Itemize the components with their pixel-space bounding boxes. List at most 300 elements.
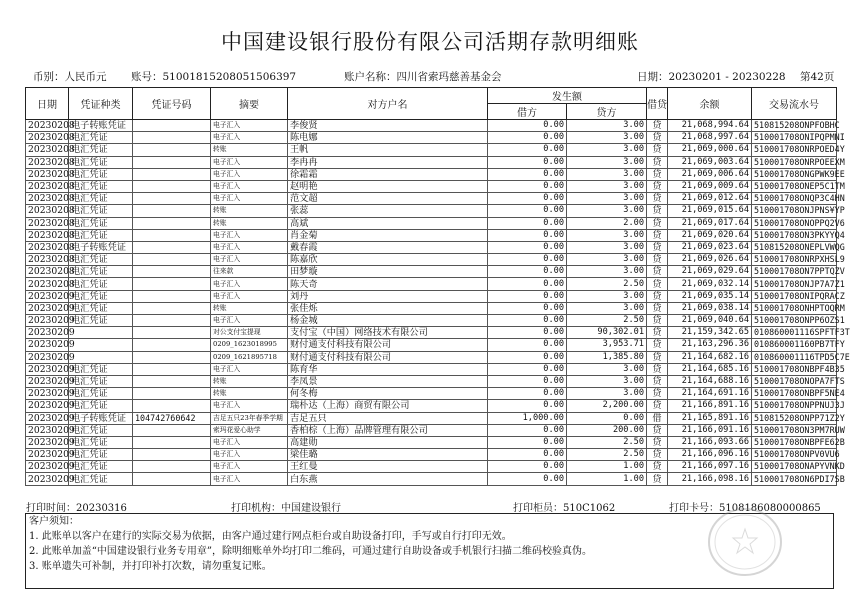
table-row — [26, 302, 837, 314]
row-serial: 510001708ONBPF4B35 — [752, 363, 837, 375]
row-voucher-no — [133, 120, 211, 132]
header-credit: 贷方 — [567, 104, 647, 120]
table-row — [26, 339, 837, 351]
row-date: 20230208 — [26, 168, 69, 180]
table-row — [26, 449, 837, 461]
row-date: 20230209 — [26, 449, 69, 461]
table-row — [26, 412, 837, 424]
statement-table — [25, 87, 850, 486]
row-counterparty: 陈天奇 — [288, 278, 488, 290]
row-counterparty: 高斌 — [288, 217, 488, 229]
notes-item: 1. 此账单以客户在建行的实际交易为依据，由客户通过建行网点柜台或自助设备打印，手写或自行打印无效。 — [29, 531, 512, 542]
row-balance: 21,166,098.16 — [668, 473, 752, 485]
row-dc: 贷 — [647, 156, 668, 168]
row-counterparty: 李冉冉 — [288, 156, 488, 168]
row-voucher-type: 电汇凭证 — [69, 302, 133, 314]
row-date: 20230209 — [26, 363, 69, 375]
table-row — [26, 132, 837, 144]
row-debit: 0.00 — [488, 302, 567, 314]
account-number: 账号：51001815208051506397 — [131, 71, 297, 83]
row-balance: 21,069,017.64 — [668, 217, 752, 229]
row-voucher-type: 电汇凭证 — [69, 400, 133, 412]
row-voucher-type: 电汇凭证 — [69, 461, 133, 473]
row-date: 20230208 — [26, 193, 69, 205]
header-date: 日期 — [26, 88, 69, 120]
row-serial: 510001708ONEP5C1TM — [752, 180, 837, 192]
table-row — [26, 120, 837, 132]
row-voucher-type: 电汇凭证 — [69, 473, 133, 485]
row-debit: 0.00 — [488, 278, 567, 290]
table-row — [26, 168, 837, 180]
header-summary: 摘要 — [211, 88, 288, 120]
row-debit: 0.00 — [488, 400, 567, 412]
row-counterparty: 支付宝（中国）网络技术有限公司 — [288, 327, 488, 339]
row-voucher-type: 电汇凭证 — [69, 315, 133, 327]
table-row — [26, 327, 837, 339]
row-summary: 电子汇入 — [211, 168, 288, 180]
row-serial: 510001708ONPV0VU6 — [752, 449, 837, 461]
row-summary: 电子汇入 — [211, 290, 288, 302]
row-debit: 0.00 — [488, 144, 567, 156]
row-voucher-type: 电汇凭证 — [69, 144, 133, 156]
row-counterparty: 财付通支付科技有限公司 — [288, 339, 488, 351]
row-balance: 21,068,997.64 — [668, 132, 752, 144]
row-debit: 0.00 — [488, 168, 567, 180]
row-voucher-type: 电汇凭证 — [69, 436, 133, 448]
row-balance: 21,069,029.64 — [668, 266, 752, 278]
table-row — [26, 375, 837, 387]
row-dc: 贷 — [647, 424, 668, 436]
row-balance: 21,159,342.65 — [668, 327, 752, 339]
row-voucher-no — [133, 193, 211, 205]
row-dc: 贷 — [647, 193, 668, 205]
row-summary: 电子汇入 — [211, 278, 288, 290]
row-credit: 1.00 — [567, 461, 647, 473]
row-balance: 21,068,994.64 — [668, 120, 752, 132]
row-credit: 3.00 — [567, 302, 647, 314]
row-dc: 贷 — [647, 168, 668, 180]
row-summary: 电子汇入 — [211, 363, 288, 375]
row-balance: 21,069,020.64 — [668, 229, 752, 241]
table-row — [26, 473, 837, 485]
row-voucher-type: 电汇凭证 — [69, 266, 133, 278]
notes-heading: 客户须知： — [29, 516, 79, 527]
row-balance: 21,069,032.14 — [668, 278, 752, 290]
row-date: 20230208 — [26, 120, 69, 132]
table-row — [26, 144, 837, 156]
row-serial: 510001708ONJP7A7Z1 — [752, 278, 837, 290]
row-dc: 贷 — [647, 351, 668, 363]
row-counterparty: 梁佳璐 — [288, 449, 488, 461]
row-date: 20230209 — [26, 461, 69, 473]
row-date: 20230209 — [26, 351, 69, 363]
row-balance: 21,166,093.66 — [668, 436, 752, 448]
row-voucher-no — [133, 290, 211, 302]
row-serial: 510001708ONRPOEEXM — [752, 156, 837, 168]
row-credit: 3.00 — [567, 266, 647, 278]
row-debit: 0.00 — [488, 363, 567, 375]
row-voucher-no — [133, 217, 211, 229]
row-serial: 510001708ONJPNS¥YP — [752, 205, 837, 217]
row-counterparty: 戴春霞 — [288, 241, 488, 253]
row-serial: 510001708ONPP6OZS1 — [752, 315, 837, 327]
header-debit: 借方 — [488, 104, 567, 120]
row-serial: 510815208ONPP71Z2Y — [752, 412, 837, 424]
row-counterparty: 瑞朴达（上海）商贸有限公司 — [288, 400, 488, 412]
row-serial: 510001708ONGPWK9EE — [752, 168, 837, 180]
row-debit: 0.00 — [488, 229, 567, 241]
row-voucher-type: 电汇凭证 — [69, 254, 133, 266]
row-voucher-no — [133, 424, 211, 436]
row-summary: 电子汇入 — [211, 461, 288, 473]
table-row — [26, 315, 837, 327]
row-voucher-no — [133, 168, 211, 180]
table-row — [26, 461, 837, 473]
row-summary: 0209_1623018995 — [211, 339, 288, 351]
row-balance: 21,069,035.14 — [668, 290, 752, 302]
row-counterparty: 赵明艳 — [288, 180, 488, 192]
row-credit: 3.00 — [567, 205, 647, 217]
row-debit: 0.00 — [488, 327, 567, 339]
row-voucher-type — [69, 339, 133, 351]
row-credit: 3.00 — [567, 363, 647, 375]
header-serial: 交易流水号 — [752, 88, 837, 120]
row-serial: 510001708ONIPQPMNI — [752, 132, 837, 144]
table-row — [26, 229, 837, 241]
row-dc: 贷 — [647, 254, 668, 266]
row-debit: 0.00 — [488, 436, 567, 448]
row-counterparty: 何冬梅 — [288, 388, 488, 400]
date-range: 日期：20230201 - 20230228 — [637, 71, 786, 83]
row-summary: 电子汇入 — [211, 473, 288, 485]
header-debit-credit: 借贷 — [647, 88, 668, 120]
row-summary: 电子汇入 — [211, 180, 288, 192]
row-serial: 510001708ONBPF5NE4 — [752, 388, 837, 400]
row-voucher-type: 电汇凭证 — [69, 217, 133, 229]
currency-label: 币别：人民币元 — [33, 71, 107, 83]
row-voucher-type: 电汇凭证 — [69, 363, 133, 375]
row-voucher-no — [133, 144, 211, 156]
row-counterparty: 财付通支付科技有限公司 — [288, 351, 488, 363]
row-dc: 贷 — [647, 461, 668, 473]
table-row — [26, 156, 837, 168]
print-date: 打印时间：20230316 — [26, 503, 127, 514]
row-voucher-no — [133, 351, 211, 363]
row-date: 20230208 — [26, 254, 69, 266]
row-balance: 21,069,009.64 — [668, 180, 752, 192]
print-card: 打印卡号：5108186080000865 — [669, 503, 821, 514]
row-summary: 电子汇入 — [211, 241, 288, 253]
row-date: 20230209 — [26, 327, 69, 339]
row-voucher-type: 电汇凭证 — [69, 193, 133, 205]
row-voucher-type: 电子转账凭证 — [69, 241, 133, 253]
row-credit: 2.50 — [567, 436, 647, 448]
row-voucher-no — [133, 132, 211, 144]
row-dc: 借 — [647, 412, 668, 424]
row-balance: 21,166,097.16 — [668, 461, 752, 473]
row-balance: 21,069,003.64 — [668, 156, 752, 168]
row-voucher-no — [133, 229, 211, 241]
row-voucher-no — [133, 180, 211, 192]
row-summary: 电子汇入 — [211, 449, 288, 461]
row-credit: 3.00 — [567, 290, 647, 302]
row-debit: 0.00 — [488, 205, 567, 217]
row-summary: 转账 — [211, 388, 288, 400]
row-credit: 3.00 — [567, 229, 647, 241]
row-counterparty: 陈电娜 — [288, 132, 488, 144]
row-debit: 0.00 — [488, 449, 567, 461]
row-counterparty: 李俊贤 — [288, 120, 488, 132]
row-dc: 贷 — [647, 315, 668, 327]
row-date: 20230208 — [26, 180, 69, 192]
row-credit: 3.00 — [567, 144, 647, 156]
row-serial: 510001708ONAPYVNKD — [752, 461, 837, 473]
row-voucher-type — [69, 327, 133, 339]
row-debit: 0.00 — [488, 375, 567, 387]
header-amount: 发生额 — [488, 88, 647, 104]
row-summary: 电子汇入 — [211, 156, 288, 168]
row-date: 20230209 — [26, 473, 69, 485]
row-voucher-type: 电子转账凭证 — [69, 412, 133, 424]
row-counterparty: 肖金菊 — [288, 229, 488, 241]
row-debit: 0.00 — [488, 241, 567, 253]
row-serial: 510001708ON3PKYYQ4 — [752, 229, 837, 241]
row-debit: 0.00 — [488, 388, 567, 400]
row-balance: 21,069,015.64 — [668, 205, 752, 217]
row-summary: 电子汇入 — [211, 400, 288, 412]
row-summary: 转账 — [211, 375, 288, 387]
row-counterparty: 田梦璇 — [288, 266, 488, 278]
row-serial: 510815208ONPFOBHC — [752, 120, 837, 132]
row-counterparty: 香柏棕（上海）品牌管理有限公司 — [288, 424, 488, 436]
row-credit: 3.00 — [567, 168, 647, 180]
row-balance: 21,164,682.16 — [668, 351, 752, 363]
row-voucher-type: 电汇凭证 — [69, 424, 133, 436]
row-credit: 3.00 — [567, 156, 647, 168]
row-balance: 21,166,096.16 — [668, 449, 752, 461]
notes-item: 3. 账单遗失可补制，并打印补打次数，请勿重复记账。 — [29, 561, 272, 572]
row-balance: 21,069,038.14 — [668, 302, 752, 314]
row-voucher-no — [133, 449, 211, 461]
table-row — [26, 205, 837, 217]
row-dc: 贷 — [647, 449, 668, 461]
row-date: 20230209 — [26, 424, 69, 436]
table-row — [26, 290, 837, 302]
row-voucher-no — [133, 278, 211, 290]
row-voucher-no — [133, 400, 211, 412]
row-debit: 0.00 — [488, 290, 567, 302]
row-counterparty: 王帆 — [288, 144, 488, 156]
row-counterparty: 张佳烁 — [288, 302, 488, 314]
print-teller: 打印柜员：510C1062 — [513, 503, 616, 514]
page-number: 第42页 — [800, 71, 835, 83]
row-voucher-no — [133, 461, 211, 473]
row-voucher-no — [133, 436, 211, 448]
row-credit: 0.00 — [567, 412, 647, 424]
bank-seal-stamp — [705, 505, 785, 580]
row-dc: 贷 — [647, 327, 668, 339]
row-voucher-type: 电汇凭证 — [69, 388, 133, 400]
table-row — [26, 400, 837, 412]
row-balance: 21,164,688.16 — [668, 375, 752, 387]
row-date: 20230209 — [26, 412, 69, 424]
row-credit: 200.00 — [567, 424, 647, 436]
notes-item: 2. 此账单加盖“中国建设银行业务专用章”，除明细账单外均打印二维码，可通过建行自助设备或手机银行扫描二维码校验真伪。 — [29, 546, 592, 557]
row-voucher-no — [133, 473, 211, 485]
row-counterparty: 徐霜霜 — [288, 168, 488, 180]
row-credit: 3.00 — [567, 254, 647, 266]
row-summary: 转账 — [211, 144, 288, 156]
row-dc: 贷 — [647, 388, 668, 400]
table-row — [26, 254, 837, 266]
row-voucher-type: 电汇凭证 — [69, 278, 133, 290]
table-row — [26, 424, 837, 436]
row-date: 20230208 — [26, 229, 69, 241]
row-date: 20230208 — [26, 278, 69, 290]
row-voucher-no — [133, 241, 211, 253]
row-serial: 010860001116SPFTF3T — [752, 327, 837, 339]
row-credit: 3.00 — [567, 180, 647, 192]
header-voucher-no: 凭证号码 — [133, 88, 211, 120]
row-debit: 0.00 — [488, 254, 567, 266]
header-balance: 余额 — [668, 88, 752, 120]
row-serial: 010860001160PB7TFY — [752, 339, 837, 351]
row-voucher-type: 电汇凭证 — [69, 290, 133, 302]
row-counterparty: 吉足五只 — [288, 412, 488, 424]
row-dc: 贷 — [647, 302, 668, 314]
row-serial: 510001708ON7PPTQZV — [752, 266, 837, 278]
row-counterparty: 范文超 — [288, 193, 488, 205]
row-serial: 510001708ONOPA7FTS — [752, 375, 837, 387]
row-serial: 510001708ONRPXHSL9 — [752, 254, 837, 266]
row-date: 20230208 — [26, 266, 69, 278]
row-date: 20230208 — [26, 144, 69, 156]
row-summary: 转账 — [211, 302, 288, 314]
row-dc: 贷 — [647, 266, 668, 278]
row-voucher-no — [133, 327, 211, 339]
row-counterparty: 陈育华 — [288, 363, 488, 375]
row-counterparty: 张蕊 — [288, 205, 488, 217]
row-date: 20230209 — [26, 315, 69, 327]
row-dc: 贷 — [647, 436, 668, 448]
row-summary: 吉足五只23年春季学期 — [211, 412, 288, 424]
row-dc: 贷 — [647, 278, 668, 290]
row-date: 20230209 — [26, 388, 69, 400]
header-voucher-type: 凭证种类 — [69, 88, 133, 120]
row-balance: 21,166,891.16 — [668, 400, 752, 412]
print-org: 打印机构：中国建设银行 — [231, 503, 341, 514]
row-dc: 贷 — [647, 375, 668, 387]
row-dc: 贷 — [647, 473, 668, 485]
row-debit: 0.00 — [488, 424, 567, 436]
row-credit: 3.00 — [567, 388, 647, 400]
row-credit: 3.00 — [567, 193, 647, 205]
row-dc: 贷 — [647, 363, 668, 375]
row-summary: 电子汇入 — [211, 436, 288, 448]
row-date: 20230209 — [26, 375, 69, 387]
row-voucher-no — [133, 339, 211, 351]
row-debit: 0.00 — [488, 461, 567, 473]
row-voucher-no — [133, 254, 211, 266]
statement-title: 中国建设银行股份有限公司活期存款明细账 — [221, 30, 639, 54]
row-date: 20230209 — [26, 302, 69, 314]
row-summary: 往来款 — [211, 266, 288, 278]
row-debit: 0.00 — [488, 193, 567, 205]
row-credit: 3.00 — [567, 241, 647, 253]
row-balance: 21,069,026.64 — [668, 254, 752, 266]
row-voucher-type: 电汇凭证 — [69, 180, 133, 192]
table-row — [26, 278, 837, 290]
row-serial: 510001708ONRPOED4Y — [752, 144, 837, 156]
account-name: 账户名称：四川省索玛慈善基金会 — [344, 71, 502, 83]
table-row — [26, 388, 837, 400]
row-dc: 贷 — [647, 290, 668, 302]
row-debit: 0.00 — [488, 132, 567, 144]
row-dc: 贷 — [647, 229, 668, 241]
row-summary: 转账 — [211, 205, 288, 217]
row-voucher-no — [133, 375, 211, 387]
row-counterparty: 高建勋 — [288, 436, 488, 448]
row-date: 20230208 — [26, 217, 69, 229]
row-dc: 贷 — [647, 339, 668, 351]
row-serial: 510815208ONEPLVWQG — [752, 241, 837, 253]
row-balance: 21,069,012.64 — [668, 193, 752, 205]
row-summary: 电子汇入 — [211, 120, 288, 132]
row-balance: 21,164,691.16 — [668, 388, 752, 400]
row-dc: 贷 — [647, 205, 668, 217]
row-date: 20230208 — [26, 205, 69, 217]
row-credit: 2.00 — [567, 217, 647, 229]
row-dc: 贷 — [647, 144, 668, 156]
row-debit: 0.00 — [488, 120, 567, 132]
row-counterparty: 李凤景 — [288, 375, 488, 387]
row-summary: 电子汇入 — [211, 254, 288, 266]
row-credit: 3.00 — [567, 120, 647, 132]
row-summary: 电子汇入 — [211, 132, 288, 144]
row-voucher-type: 电汇凭证 — [69, 132, 133, 144]
row-balance: 21,163,296.36 — [668, 339, 752, 351]
row-credit: 3.00 — [567, 375, 647, 387]
row-summary: 0209_1621895718 — [211, 351, 288, 363]
row-voucher-no — [133, 156, 211, 168]
row-serial: 510001708ONPPNUJ3J — [752, 400, 837, 412]
row-debit: 0.00 — [488, 156, 567, 168]
row-counterparty: 白东燕 — [288, 473, 488, 485]
row-date: 20230209 — [26, 290, 69, 302]
row-voucher-type: 电汇凭证 — [69, 156, 133, 168]
row-credit: 1,385.80 — [567, 351, 647, 363]
row-date: 20230209 — [26, 400, 69, 412]
row-credit: 1.00 — [567, 473, 647, 485]
table-row — [26, 241, 837, 253]
row-voucher-type: 电汇凭证 — [69, 168, 133, 180]
row-serial: 510001708ONHPTOQRM — [752, 302, 837, 314]
row-balance: 21,069,006.64 — [668, 168, 752, 180]
row-debit: 0.00 — [488, 351, 567, 363]
row-credit: 2,200.00 — [567, 400, 647, 412]
row-summary: 对公支付宝提现 — [211, 327, 288, 339]
table-row — [26, 363, 837, 375]
table-row — [26, 180, 837, 192]
row-balance: 21,166,091.16 — [668, 424, 752, 436]
row-debit: 0.00 — [488, 339, 567, 351]
row-counterparty: 刘丹 — [288, 290, 488, 302]
row-date: 20230209 — [26, 339, 69, 351]
row-date: 20230208 — [26, 132, 69, 144]
row-date: 20230209 — [26, 436, 69, 448]
table-row — [26, 351, 837, 363]
row-serial: 010860001116TPD5C7E — [752, 351, 837, 363]
